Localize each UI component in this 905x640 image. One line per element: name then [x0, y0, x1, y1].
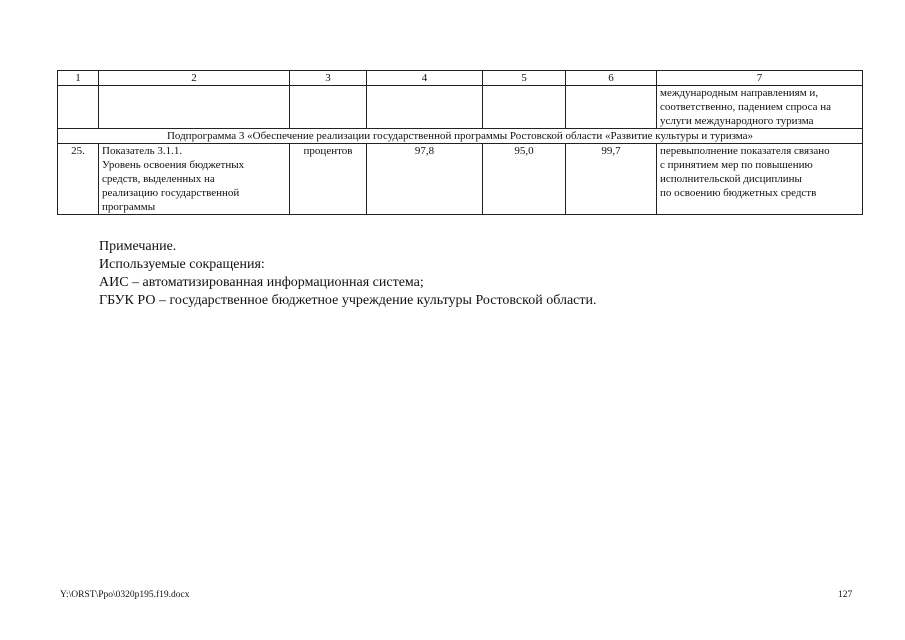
abbreviations-header: Используемые сокращения:	[99, 257, 265, 272]
explanation-line: по освоению бюджетных средств	[660, 187, 817, 199]
indicator-line: Показатель 3.1.1.	[102, 145, 183, 157]
cont-text-line: услуги международного туризма	[660, 115, 814, 127]
footer-page-number: 127	[838, 590, 853, 600]
header-col-7: 7	[657, 71, 863, 86]
explanation-line: исполнительской дисциплины	[660, 173, 802, 185]
cont-text-line: соответственно, падением спроса на	[660, 101, 832, 113]
indicator-line: реализацию государственной	[102, 187, 240, 199]
unit-cell: процентов	[290, 144, 367, 215]
explanation-cell	[657, 144, 863, 215]
table-header-row	[58, 71, 863, 86]
subprogram-title: Подпрограмма 3 «Обеспечение реализации государственной программы Ростовской области «Развитие культуры и туризма»	[58, 129, 863, 144]
header-col-5: 5	[483, 71, 566, 86]
cont-text-line: международным направлениям и,	[660, 87, 819, 99]
value-col-6: 99,7	[566, 144, 657, 215]
indicator-line: средств, выделенных на	[102, 173, 215, 185]
explanation-line: перевыполнение показателя связано	[660, 145, 830, 157]
header-col-1: 1	[58, 71, 99, 86]
indicator-name	[99, 144, 290, 215]
cont-cell-7	[657, 86, 863, 129]
continuation-row	[58, 86, 863, 129]
subprogram-row	[58, 129, 863, 144]
header-col-4: 4	[367, 71, 483, 86]
value-col-4: 97,8	[367, 144, 483, 215]
cont-cell-2	[99, 86, 290, 129]
abbreviation-ais: АИС – автоматизированная информационная система;	[99, 275, 424, 290]
header-col-2: 2	[99, 71, 290, 86]
header-col-6: 6	[566, 71, 657, 86]
header-col-3: 3	[290, 71, 367, 86]
cont-cell-6	[566, 86, 657, 129]
notes-block	[99, 238, 597, 310]
table-row-25	[58, 144, 863, 215]
indicator-line: программы	[102, 201, 156, 213]
row-number: 25.	[58, 144, 99, 215]
explanation-line: с принятием мер по повышению	[660, 159, 813, 171]
value-col-5: 95,0	[483, 144, 566, 215]
notes-title: Примечание.	[99, 239, 177, 254]
report-table	[57, 70, 863, 215]
cont-cell-1	[58, 86, 99, 129]
abbreviation-gbuk: ГБУК РО – государственное бюджетное учреждение культуры Ростовской области.	[99, 293, 597, 308]
indicator-line: Уровень освоения бюджетных	[102, 159, 245, 171]
cont-cell-5	[483, 86, 566, 129]
footer-file-path: Y:\ORST\Ppo\0320p195.f19.docx	[60, 590, 190, 600]
cont-cell-4	[367, 86, 483, 129]
cont-cell-3	[290, 86, 367, 129]
